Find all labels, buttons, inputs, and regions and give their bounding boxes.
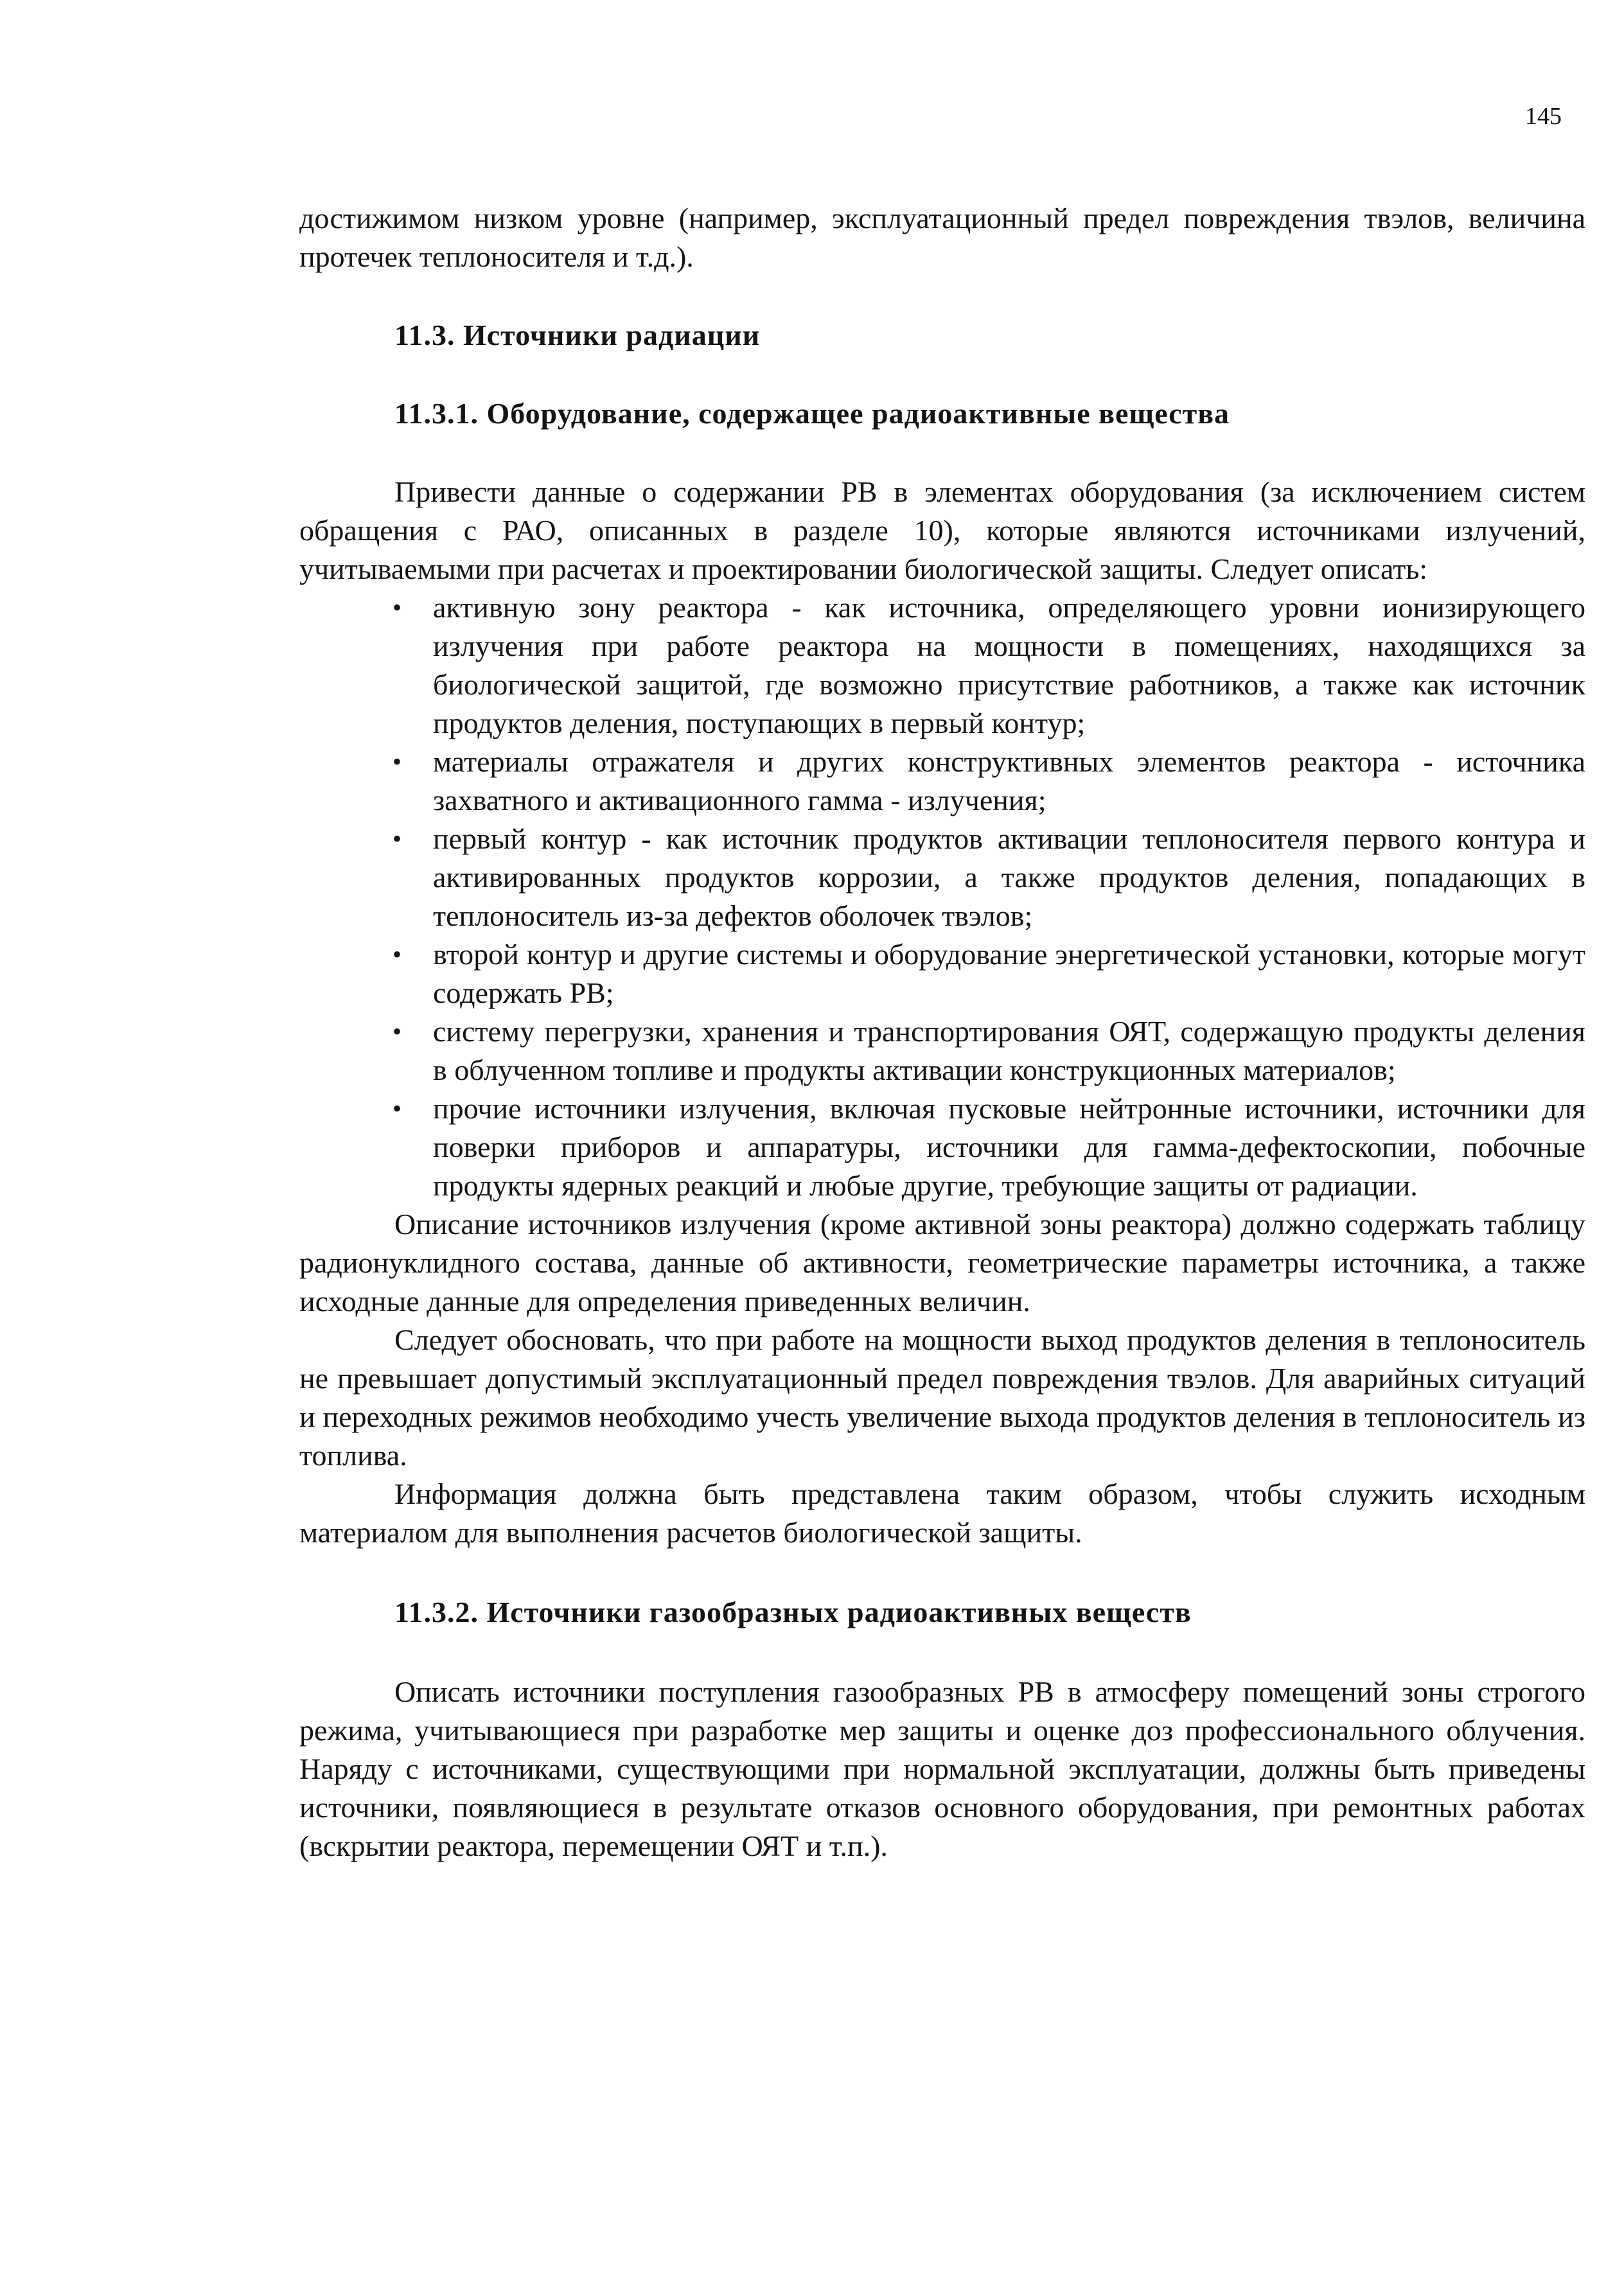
section-heading-11-3: 11.3. Источники радиации	[394, 319, 761, 351]
list-item	[299, 820, 1585, 935]
paragraph-continuation: достижимом низком уровне (например, эксплуатационный предел повреждения твэлов, величина протечек теплоносителя и т.д.).	[299, 202, 1585, 273]
list-item-text: активную зону реактора - как источника, определяющего уровни ионизирующего излучения при работе реактора на мощности в помещениях, находящихся за биологической защитой, где возможно присутствие работников, а также как источник продуктов деления, поступающих в первый контур;	[433, 591, 1585, 739]
bullet-icon: •	[393, 747, 402, 776]
subsection-heading-11-3-2: 11.3.2. Источники газообразных радиоактивных веществ	[394, 1596, 1192, 1628]
paragraph-equipment-intro: Привести данные о содержании РВ в элементах оборудования (за исключением систем обращения с РАО, описанных в разделе 10), которые являются источниками излучений, учитываемыми при расчетах и проектировании биологической защиты. Следует описать:	[299, 475, 1585, 585]
list-item	[299, 1012, 1585, 1089]
list-item-text: прочие источники излучения, включая пусковые нейтронные источники, источники для поверки приборов и аппаратуры, источники для гамма-дефектоскопии, побочные продукты ядерных реакций и любые другие, требующие защиты от радиации.	[433, 1092, 1585, 1202]
list-item-text: второй контур и другие системы и оборудование энергетической установки, которые могут содержать РВ;	[433, 938, 1585, 1009]
paragraph-information: Информация должна быть представлена таким образом, чтобы служить исходным материалом для выполнения расчетов биологической защиты.	[299, 1477, 1585, 1549]
paragraph-source-description: Описание источников излучения (кроме активной зоны реактора) должно содержать таблицу радионуклидного состава, данные об активности, геометрические параметры источника, а также исходные данные для определения приведенных величин.	[299, 1208, 1585, 1318]
bullet-icon: •	[393, 1094, 402, 1123]
list-item	[299, 1089, 1585, 1205]
list-item	[299, 588, 1585, 743]
bullet-icon: •	[393, 940, 402, 969]
paragraph-justification: Следует обосновать, что при работе на мощности выход продуктов деления в теплоноситель не превышает допустимый эксплуатационный предел повреждения твэлов. Для аварийных ситуаций и переходных режимов необходимо учесть увеличение выхода продуктов деления в теплоноситель из топлива.	[299, 1323, 1585, 1472]
subsection-heading-11-3-1: 11.3.1. Оборудование, содержащее радиоактивные вещества	[394, 397, 1230, 430]
list-item	[299, 935, 1585, 1012]
bullet-icon: •	[393, 1017, 402, 1046]
paragraph-gaseous-sources: Описать источники поступления газообразных РВ в атмосферу помещений зоны строгого режима, учитывающиеся при разработке мер защиты и оценке доз профессионального облучения. Наряду с источниками, существующими при нормальной эксплуатации, должны быть приведены источники, появляющиеся в результате отказов основного оборудования, при ремонтных работах (вскрытии реактора, перемещении ОЯТ и т.п.).	[299, 1675, 1585, 1862]
bullet-list-sources	[299, 588, 1585, 1205]
page-body	[299, 199, 1585, 1865]
bullet-icon: •	[393, 824, 402, 853]
list-item-text: материалы отражателя и других конструктивных элементов реактора - источника захватного и активационного гамма - излучения;	[433, 745, 1585, 816]
page-number: 145	[1525, 103, 1562, 130]
list-item-text: первый контур - как источник продуктов активации теплоносителя первого контура и активированных продуктов коррозии, а также продуктов деления, попадающих в теплоноситель из-за дефектов оболочек твэлов;	[433, 822, 1585, 932]
bullet-icon: •	[393, 593, 402, 622]
list-item-text: систему перегрузки, хранения и транспортирования ОЯТ, содержащую продукты деления в облученном топливе и продукты активации конструкционных материалов;	[433, 1015, 1585, 1086]
list-item	[299, 743, 1585, 820]
